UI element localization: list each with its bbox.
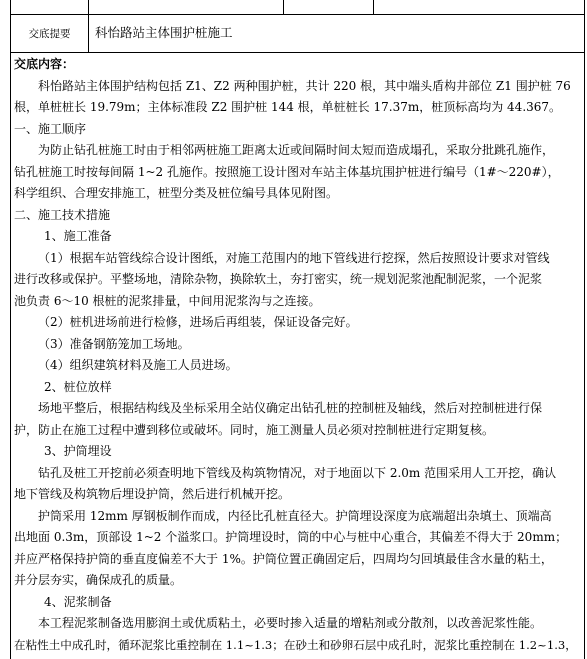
paragraph-line: 护，防止在施工过程中遭到移位或破坏。同时，施工测量人员必须对控制桩进行定期复核。 <box>14 422 495 437</box>
paragraph-line: 钻孔桩施工时按每间隔 1~2 孔施作。按照施工设计图对车站主体基坑围护桩进行编号（1#～220#）， <box>14 164 560 179</box>
paragraph-line: 为防止钻孔桩施工时由于相邻两桩施工距离太近或间隔时间太短而造成塌孔，采取分批跳孔施作， <box>38 143 555 157</box>
paragraph-line: 科怡路站主体围护结构包括 Z1、Z2 两种围护桩，共计 220 根，其中端头盾构井部位 Z1 围护桩 76 <box>38 78 571 93</box>
subsection-heading: 1、施工准备 <box>44 229 112 243</box>
paragraph-line: （4）组织建筑材料及施工人员进场。 <box>38 358 238 372</box>
paragraph-line: 池负责 6～10 根桩的泥浆排量，中间用泥浆沟与之连接。 <box>14 293 321 308</box>
summary-value: 科怡路站主体围护桩施工 <box>95 25 233 40</box>
table-top-row <box>11 0 584 15</box>
cell-divider <box>88 0 89 14</box>
paragraph-line: 本工程泥浆制备选用膨润土或优质粘土，必要时掺入适量的增粘剂或分散剂，以改善泥浆性能。 <box>38 616 543 630</box>
document-table <box>10 0 585 659</box>
subsection-heading: 2、桩位放样 <box>44 379 112 394</box>
content-title: 交底内容： <box>14 57 75 71</box>
cell-divider <box>283 0 284 14</box>
paragraph-line: 场地平整后，根据结构线及坐标采用全站仪确定出钻孔桩的控制桩及轴线，然后对控制桩进行保 <box>38 401 543 415</box>
paragraph-line: （3）准备钢筋笼加工场地。 <box>38 336 190 351</box>
summary-row <box>11 14 584 53</box>
paragraph-line: 护筒采用 12mm 厚钢板制作而成，内径比孔桩直径大。护筒埋设深度为底端超出杂填土、顶端高 <box>38 508 552 523</box>
section-heading: 二、施工技术措施 <box>14 207 111 222</box>
paragraph-line: 科学组织、合理安排施工，桩型分类及桩位编号具体见附图。 <box>14 186 339 200</box>
paragraph-line: （1）根据车站管线综合设计图纸，对施工范围内的地下管线进行挖探，然后按照设计要求对管线 <box>38 250 550 265</box>
subsection-heading: 3、护筒埋设 <box>44 444 112 458</box>
paragraph-line: 根，单桩桩长 19.79m；主体标准段 Z2 围护桩 144 根，单桩桩长 17.37m，桩顶标高均为 44.367。 <box>14 100 562 114</box>
paragraph-line: 进行改移或保护。平整场地，清除杂物，换除软土，夯打密实，统一规划泥浆池配制泥浆，一个泥浆 <box>14 272 543 286</box>
cell-divider <box>373 0 374 14</box>
paragraph-line: 并应严格保持护筒的垂直度偏差不大于 1%。护筒位置正确固定后，四周均匀回填最佳含水量的粘土， <box>14 551 553 566</box>
paragraph-line: 钻孔及桩工开挖前必须查明地下管线及构筑物情况，对于地面以下 2.0m 范围采用人工开挖，确认 <box>38 465 557 480</box>
summary-label: 交底提要 <box>11 14 89 52</box>
paragraph-line: 地下管线及构筑物后埋设护筒，然后进行机械开挖。 <box>14 487 291 501</box>
paragraph-line: 出地面 0.3m，顶部设 1~2 个溢浆口。护筒埋设时，筒的中心与桩中心重合，其偏差不得大于 20mm； <box>14 530 568 544</box>
paragraph-line: 在粘性土中成孔时，循环泥浆比重控制在 1.1~1.3；在砂土和砂卵石层中成孔时，泥浆比重控制在 1.2~1.3， <box>14 637 577 652</box>
paragraph-line: 并分层夯实，确保成孔的质量。 <box>14 573 183 587</box>
briefing-content <box>14 54 580 656</box>
section-heading: 一、施工顺序 <box>14 121 87 136</box>
paragraph-line: （2）桩机进场前进行检修，进场后再组装，保证设备完好。 <box>38 315 358 329</box>
subsection-heading: 4、泥浆制备 <box>44 594 112 609</box>
